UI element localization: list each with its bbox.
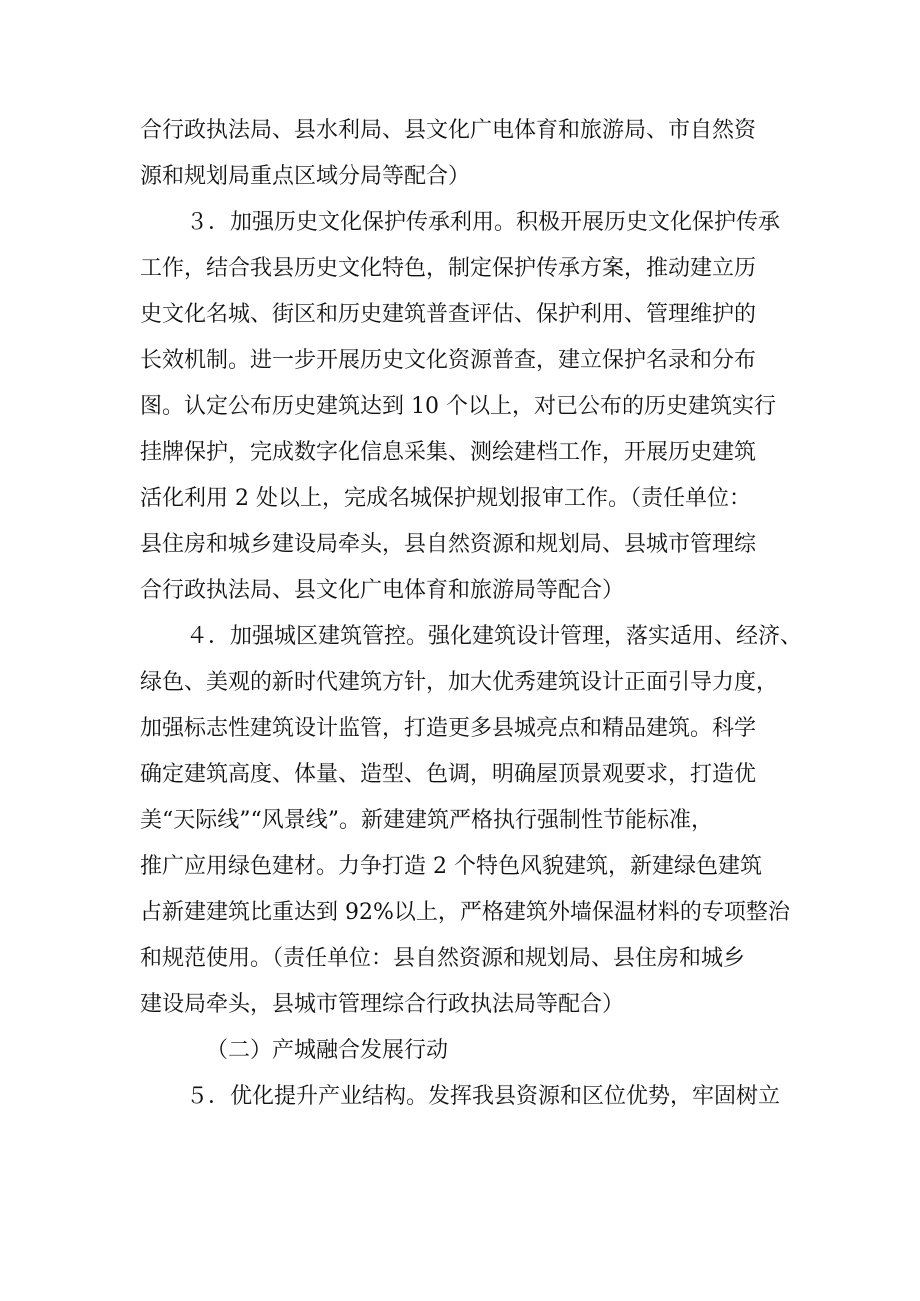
text-line: 占新建建筑比重达到 92%以上，严格建筑外墙保温材料的专项整治	[140, 900, 790, 925]
text-line: ５．优化提升产业结构。发挥我县资源和区位优势，牢固树立	[186, 1084, 781, 1109]
text-line: 活化利用 2 处以上，完成名城保护规划报审工作。（责任单位：	[140, 486, 751, 511]
text-line: 和规范使用。（责任单位：县自然资源和规划局、县住房和城乡	[140, 946, 746, 971]
text-line: 建设局牵头，县城市管理综合行政执法局等配合）	[140, 992, 625, 1017]
text-line: ４．加强城区建筑管控。强化建筑设计管理，落实适用、经济、	[186, 624, 803, 649]
section-heading: （二）产城融合发展行动	[206, 1038, 449, 1063]
text-line: 图。认定公布历史建筑达到 10 个以上，对已公布的历史建筑实行	[140, 394, 776, 419]
text-line: ３．加强历史文化保护传承利用。积极开展历史文化保护传承	[186, 210, 781, 235]
text-line: 确定建筑高度、体量、造型、色调，明确屋顶景观要求，打造优	[140, 762, 757, 787]
text-line: 推广应用绿色建材。力争打造 2 个特色风貌建筑，新建绿色建筑	[140, 854, 762, 879]
text-line: 史文化名城、街区和历史建筑普查评估、保护利用、管理维护的	[140, 302, 757, 327]
text-line: 县住房和城乡建设局牵头，县自然资源和规划局、县城市管理综	[140, 532, 757, 557]
text-line: 美“天际线”“风景线”。新建建筑严格执行强制性节能标准，	[140, 808, 713, 833]
text-line: 工作，结合我县历史文化特色，制定保护传承方案，推动建立历	[140, 256, 757, 281]
text-line: 绿色、美观的新时代建筑方针，加大优秀建筑设计正面引导力度，	[140, 670, 779, 695]
text-line: 长效机制。进一步开展历史文化资源普查，建立保护名录和分布	[140, 348, 757, 373]
text-line: 挂牌保护，完成数字化信息采集、测绘建档工作，开展历史建筑	[140, 440, 757, 465]
text-line: 合行政执法局、县文化广电体育和旅游局等配合）	[140, 578, 625, 603]
text-line: 加强标志性建筑设计监管，打造更多县城亮点和精品建筑。科学	[140, 716, 757, 741]
text-line: 源和规划局重点区域分局等配合）	[140, 164, 471, 189]
text-line: 合行政执法局、县水利局、县文化广电体育和旅游局、市自然资	[140, 118, 757, 143]
